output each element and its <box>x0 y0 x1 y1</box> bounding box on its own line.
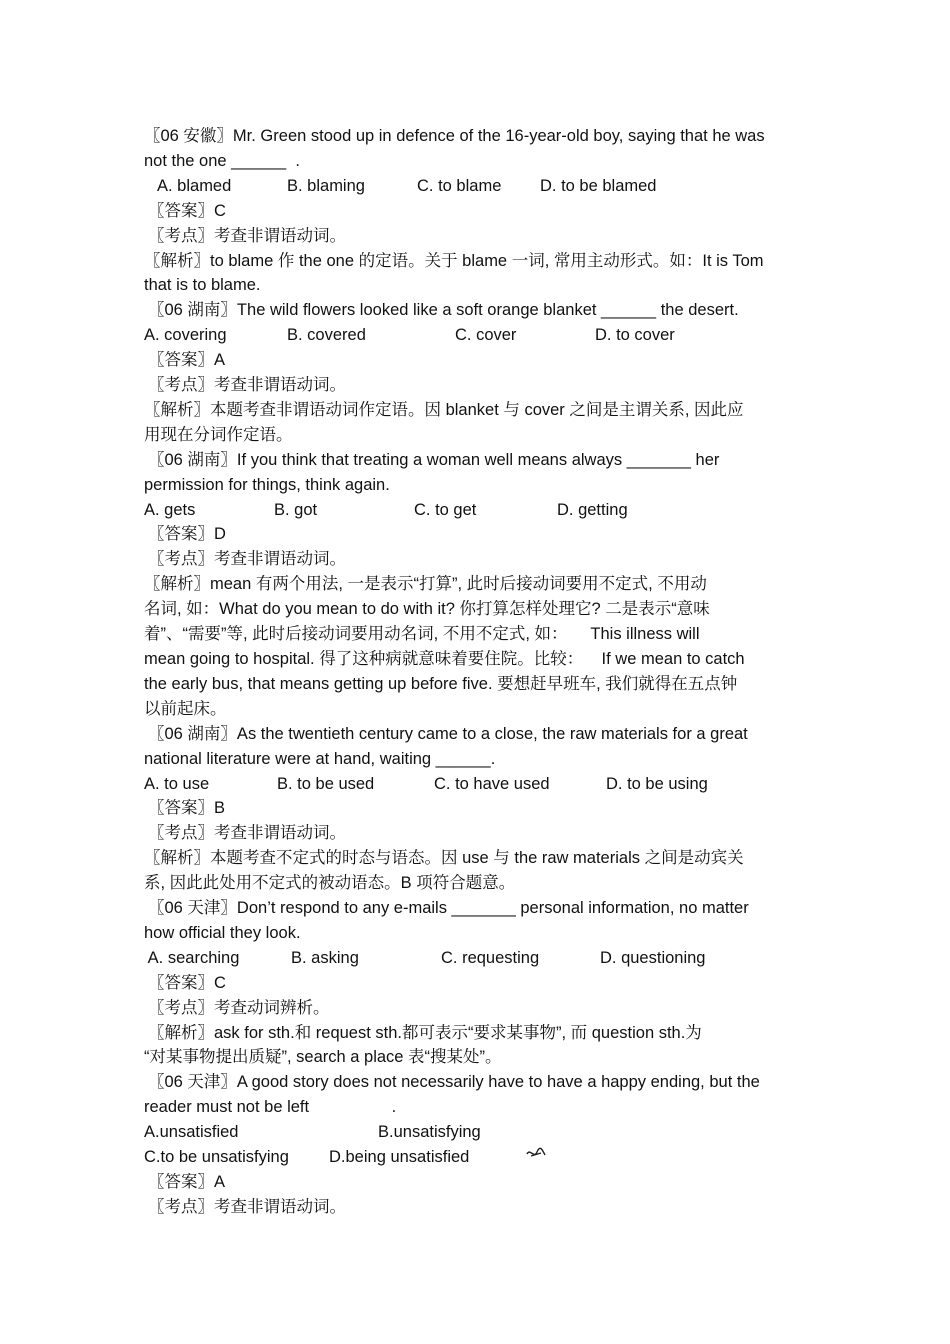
document-page <box>144 124 814 1220</box>
option-b: B. to be used <box>277 774 375 793</box>
question-stem: 〖06 安徽〗Mr. Green stood up in defence of the 16-year-old boy, saying that he was <box>144 127 765 145</box>
option-d: D. questioning <box>600 948 706 967</box>
question-block <box>144 1070 814 1219</box>
exam-point-line: 〖考点〗考查非谓语动词。 <box>148 824 346 843</box>
option-a: A. searching <box>144 948 240 967</box>
analysis-line: 〖解析〗ask for sth.和 request sth.都可表示“要求某事物”, 而 question sth.为 <box>148 1023 702 1042</box>
analysis-line: 以前起床。 <box>144 699 227 718</box>
option-b: B. blaming <box>287 176 365 195</box>
question-block <box>144 298 814 447</box>
analysis-line: 名词, 如：What do you mean to do with it? 你打算怎样处理它? 二是表示“意味 <box>144 600 710 619</box>
option-a: A. gets <box>144 500 196 519</box>
options-row <box>144 1120 814 1145</box>
option-c: C. requesting <box>441 948 540 967</box>
question-stem: how official they look. <box>144 923 301 942</box>
option-c: C.to be unsatisfying <box>144 1148 289 1167</box>
question-stem: 〖06 湖南〗As the twentieth century came to a close, the raw materials for a great <box>148 724 748 743</box>
analysis-line: “对某事物提出质疑”, search a place 表“搜某处”。 <box>144 1048 502 1067</box>
options-row <box>144 946 814 971</box>
option-a: A. blamed <box>157 176 232 195</box>
options-row <box>144 174 814 199</box>
question-block <box>144 124 814 298</box>
question-stem: not the one ______ . <box>144 151 300 170</box>
answer-line: 〖答案〗D <box>148 525 226 544</box>
answer-line: 〖答案〗A <box>148 1172 226 1191</box>
analysis-line: the early bus, that means getting up before five. 要想赶早班车, 我们就得在五点钟 <box>144 674 738 693</box>
option-d: D. getting <box>557 500 628 519</box>
analysis-line: 〖解析〗本题考查不定式的时态与语态。因 use 与 the raw materials 之间是动宾关 <box>144 849 744 868</box>
analysis-line: 〖解析〗mean 有两个用法, 一是表示“打算”, 此时后接动词要用不定式, 不用动 <box>144 575 707 594</box>
option-d: D. to be using <box>606 774 708 793</box>
analysis-line: mean going to hospital. 得了这种病就意味着要住院。比较： If we mean to catch <box>144 649 745 668</box>
exam-point-line: 〖考点〗考查非谓语动词。 <box>148 376 346 395</box>
analysis-line: 〖解析〗to blame 作 the one 的定语。关于 blame 一词, 常用主动形式。如：It is Tom <box>144 251 764 270</box>
analysis-line: 用现在分词作定语。 <box>144 425 293 444</box>
question-stem: national literature were at hand, waiting ______. <box>144 749 496 768</box>
exam-point-line: 〖考点〗考查动词辨析。 <box>148 998 330 1017</box>
analysis-line: 着”、“需要”等, 此时后接动词要用动名词, 不用不定式, 如： This illness will <box>144 625 700 644</box>
question-stem: 〖06 天津〗Don’t respond to any e-mails _______ personal information, no matter <box>148 899 749 918</box>
options-row <box>144 323 814 348</box>
analysis-line: that is to blame. <box>144 276 261 295</box>
analysis-line: 〖解析〗本题考查非谓语动词作定语。因 blanket 与 cover 之间是主谓关系, 因此应 <box>144 400 744 419</box>
question-stem: 〖06 天津〗A good story does not necessarily have to have a happy ending, but the <box>148 1073 760 1092</box>
question-block <box>144 896 814 1070</box>
answer-line: 〖答案〗C <box>148 973 226 992</box>
question-stem: permission for things, think again. <box>144 475 390 494</box>
question-stem: 〖06 湖南〗If you think that treating a woman well means always _______ her <box>148 450 720 469</box>
option-c: C. to have used <box>434 774 550 793</box>
question-stem: 〖06 湖南〗The wild flowers looked like a soft orange blanket ______ the desert. <box>148 301 739 320</box>
answer-line: 〖答案〗C <box>148 201 226 220</box>
option-c: C. to blame <box>417 176 502 195</box>
exam-point-line: 〖考点〗考查非谓语动词。 <box>148 226 346 245</box>
answer-line: 〖答案〗A <box>148 351 226 370</box>
options-row <box>144 498 814 523</box>
options-row <box>144 772 814 797</box>
option-a: A.unsatisfied <box>144 1123 239 1142</box>
exam-point-line: 〖考点〗考查非谓语动词。 <box>148 1197 346 1216</box>
options-row <box>144 1145 814 1170</box>
option-a: A. covering <box>144 326 227 345</box>
option-b: B.unsatisfying <box>378 1123 481 1142</box>
option-c: C. to get <box>414 500 477 519</box>
option-c: C. cover <box>455 326 517 345</box>
analysis-line: 系, 因此此处用不定式的被动语态。B 项符合题意。 <box>144 874 516 893</box>
option-a: A. to use <box>144 774 210 793</box>
question-stem: reader must not be left . <box>144 1098 397 1117</box>
answer-line: 〖答案〗B <box>148 799 226 818</box>
exam-point-line: 〖考点〗考查非谓语动词。 <box>148 550 346 569</box>
option-b: B. got <box>274 500 318 519</box>
option-b: B. asking <box>291 948 359 967</box>
option-d: D. to cover <box>595 326 675 345</box>
question-block <box>144 722 814 896</box>
option-d: D.being unsatisfied <box>329 1148 470 1167</box>
option-b: B. covered <box>287 326 366 345</box>
question-block <box>144 448 814 722</box>
option-d: D. to be blamed <box>540 176 657 195</box>
